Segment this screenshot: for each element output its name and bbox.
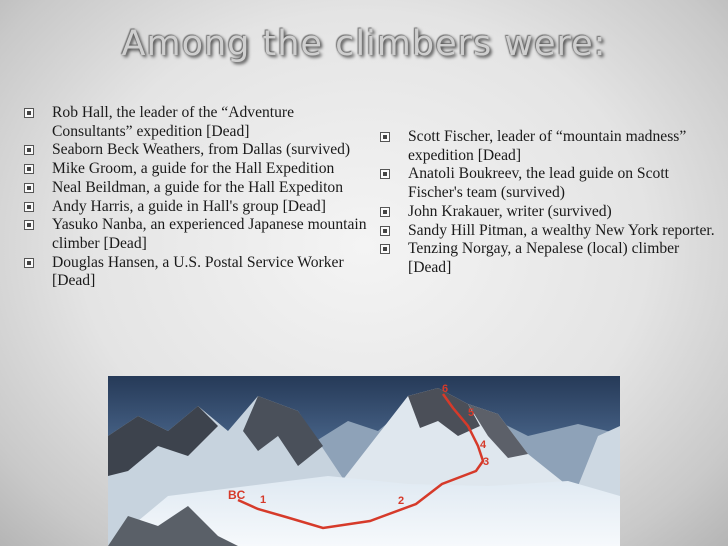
- list-item: [22, 254, 367, 291]
- route-label-1: 1: [260, 494, 267, 506]
- list-item: [22, 160, 367, 179]
- square-bullet-icon: [24, 164, 34, 174]
- route-label-4: 4: [480, 439, 487, 451]
- route-label-5: 5: [468, 407, 475, 419]
- list-item: [22, 216, 367, 253]
- list-item: [378, 165, 724, 202]
- list-item: [22, 141, 367, 160]
- list-item: [22, 198, 367, 217]
- list-item: [378, 128, 724, 165]
- everest-route-photo: [108, 376, 620, 546]
- list-item-text: Tenzing Norgay, a Nepalese (local) climber [Dead]: [408, 240, 680, 276]
- slide-title: Among the climbers were:: [121, 24, 607, 64]
- square-bullet-icon: [380, 244, 390, 254]
- square-bullet-icon: [380, 169, 390, 179]
- list-item: [22, 179, 367, 198]
- square-bullet-icon: [380, 207, 390, 217]
- list-item: [22, 104, 367, 141]
- right-climber-list: [378, 128, 724, 278]
- list-item-text: Yasuko Nanba, an experienced Japanese mountain climber [Dead]: [52, 216, 367, 252]
- list-item: [378, 203, 724, 222]
- square-bullet-icon: [24, 220, 34, 230]
- route-label-6: 6: [442, 383, 449, 395]
- square-bullet-icon: [380, 132, 390, 142]
- list-item-text: Douglas Hansen, a U.S. Postal Service Worker [Dead]: [52, 253, 344, 290]
- square-bullet-icon: [24, 258, 34, 268]
- list-item-text: Mike Groom, a guide for the Hall Expedition: [52, 160, 335, 178]
- list-item-text: Neal Beildman, a guide for the Hall Expediton: [52, 178, 343, 196]
- list-item-text: Andy Harris, a guide in Hall's group [Dead]: [52, 197, 326, 215]
- list-item-text: John Krakauer, writer (survived): [408, 202, 612, 220]
- list-item-text: Rob Hall, the leader of the “Adventure Consultants” expedition [Dead]: [52, 104, 295, 140]
- square-bullet-icon: [24, 108, 34, 118]
- list-item: [378, 240, 724, 277]
- list-item-text: Anatoli Boukreev, the lead guide on Scott Fischer's team (survived): [408, 165, 669, 202]
- square-bullet-icon: [24, 145, 34, 155]
- list-item: [378, 222, 724, 241]
- square-bullet-icon: [380, 226, 390, 236]
- left-climber-list: [22, 104, 367, 291]
- square-bullet-icon: [24, 202, 34, 212]
- list-item-text: Scott Fischer, leader of “mountain madness” expedition [Dead]: [408, 128, 687, 164]
- list-item-text: Sandy Hill Pitman, a wealthy New York reporter.: [408, 221, 715, 239]
- square-bullet-icon: [24, 183, 34, 193]
- route-label-3: 3: [483, 456, 490, 468]
- route-label-2: 2: [398, 495, 405, 507]
- list-item-text: Seaborn Beck Weathers, from Dallas (survived): [52, 141, 351, 159]
- route-label-bc: BC: [228, 488, 246, 502]
